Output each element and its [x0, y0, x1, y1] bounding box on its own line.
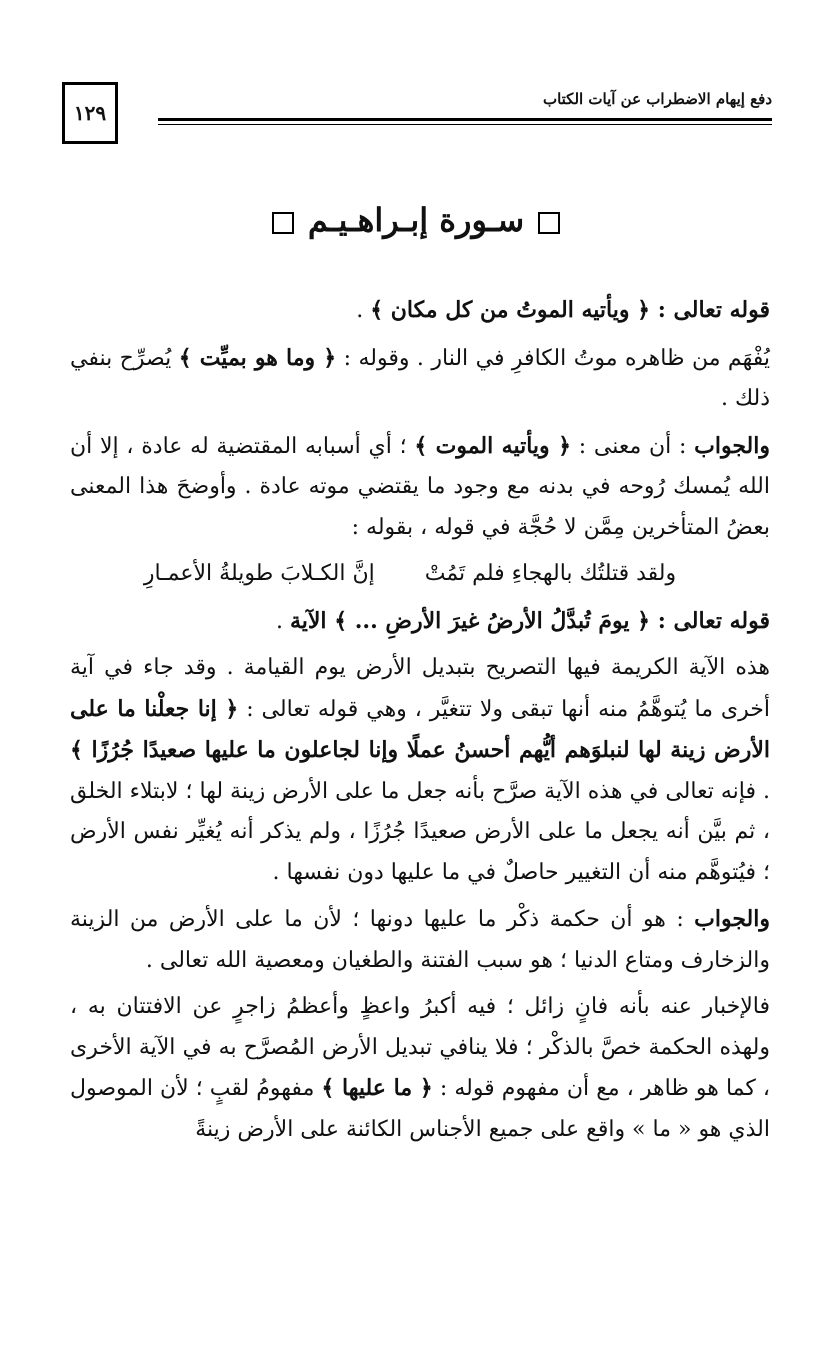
paragraph-p5	[70, 648, 770, 893]
poem-hemistich-1: ولقد قتلتُك بالهجاءِ فلم تَمُتْ	[424, 561, 677, 586]
paragraph-p7	[70, 987, 770, 1150]
text-segment: . فإنه تعالى في هذه الآية صرَّح بأنه جعل ما على الأرض زينة لها ؛ لابتلاء الخلق ، ثم بيَّن أنه يجعل ما على الأرض صعيدًا جُرُزًا ، ولم يذكر أنه يُغيِّر نفس الأرض ؛ فيُتوهَّم منه أن التغيير حاصلٌ في ما عليها دون نفسها .	[70, 778, 770, 885]
bold-text-segment: والجواب	[694, 432, 770, 459]
page-header	[62, 78, 772, 148]
paragraph-p1	[70, 290, 770, 332]
header-rule-thick	[158, 118, 772, 121]
poem-verse	[70, 554, 770, 595]
bold-text-segment: ﴿ إنا جعلْنا ما على الأرض زينة لها لنبلوَهم أيُّهم أحسنُ عملًا وإنا لجاعلون ما عليها صعيدًا جُرُزًا ﴾	[70, 695, 770, 763]
text-segment: : أن معنى :	[570, 433, 695, 459]
bold-text-segment: قوله تعالى :	[650, 297, 770, 323]
running-title: دفع إيهام الاضطراب عن آيات الكتاب	[542, 90, 772, 108]
text-segment: فالإخبار عنه بأنه فانٍ زائل ؛ فيه أكبرُ واعظٍ وأعظمُ زاجرٍ عن الافتتان به ، ولهذه الحكمة خصَّ بالذكْر ؛ فلا ينافي تبديل الأرض المُصرَّح به في الآية الأخرى ، كما هو ظاهر ، مع أن مفهوم قوله :	[70, 994, 771, 1101]
header-rule-thin	[158, 124, 772, 125]
page-number-box	[62, 82, 118, 144]
bold-text-segment: ﴿ وما هو بميِّت ﴾	[178, 344, 337, 371]
paragraph-p4	[70, 601, 770, 643]
square-ornament-icon	[538, 212, 560, 234]
paragraph-p6	[70, 899, 770, 981]
square-ornament-icon	[272, 212, 294, 234]
surah-heading	[0, 196, 832, 244]
bold-text-segment: ﴿ ويأتيه الموتُ من كل مكان ﴾	[370, 297, 651, 323]
poem-hemistich-2: إنَّ الكـلابَ طويلةُ الأعمـارِ	[143, 561, 375, 586]
paragraph-group-1	[70, 290, 770, 548]
text-segment: مفهومُ لقبٍ ؛ لأن الموصول الذي هو « ما » واقع على جميع الأجناس الكائنة على الأرض زينةً	[70, 1076, 770, 1142]
paragraph-group-2	[70, 601, 770, 1151]
surah-title: سـورة إبـراهـيـم	[307, 201, 525, 239]
text-segment: يُصرِّح بنفي ذلك .	[70, 345, 770, 411]
bold-text-segment: ﴿ ما عليها ﴾	[321, 1075, 433, 1101]
bold-text-segment: قوله تعالى :	[650, 607, 770, 634]
text-segment: : هو أن حكمة ذكْر ما عليها دونها ؛ لأن ما على الأرض من الزينة والزخارف ومتاع الدنيا ؛ هو سبب الفتنة والطغيان ومعصية الله تعالى .	[70, 907, 770, 973]
bold-text-segment: ﴿ يومَ تُبدَّلُ الأرضُ غيرَ الأرضِ ... ﴾ الآية	[289, 607, 651, 634]
text-segment: .	[356, 298, 371, 323]
text-segment: هذه الآية الكريمة فيها التصريح بتبديل الأرض يوم القيامة . وقد جاء في آية أخرى ما يُتوهَّمُ منه أنها تبقى ولا تتغيَّر ، وهي قوله تعالى :	[70, 655, 770, 722]
bold-text-segment: والجواب	[694, 906, 770, 932]
text-segment: يُفْهَم من ظاهره موتُ الكافرِ في النار . وقوله :	[336, 345, 770, 371]
paragraph-p2	[70, 338, 770, 420]
paragraph-p3	[70, 426, 770, 549]
bold-text-segment: ﴿ ويأتيه الموت ﴾	[414, 432, 571, 459]
text-segment: .	[275, 608, 290, 634]
page-number: ١٢٩	[73, 101, 107, 125]
text-segment: ؛ أي أسبابه المقتضية له عادة ، إلا أن الله يُمسك رُوحه في بدنه مع وجود ما يقتضي موته عادة . وأوضحَ هذا المعنى بعضُ المتأخرين مِمَّن لا حُجَّة في قوله ، بقوله :	[70, 433, 770, 540]
body-text	[70, 290, 770, 1156]
